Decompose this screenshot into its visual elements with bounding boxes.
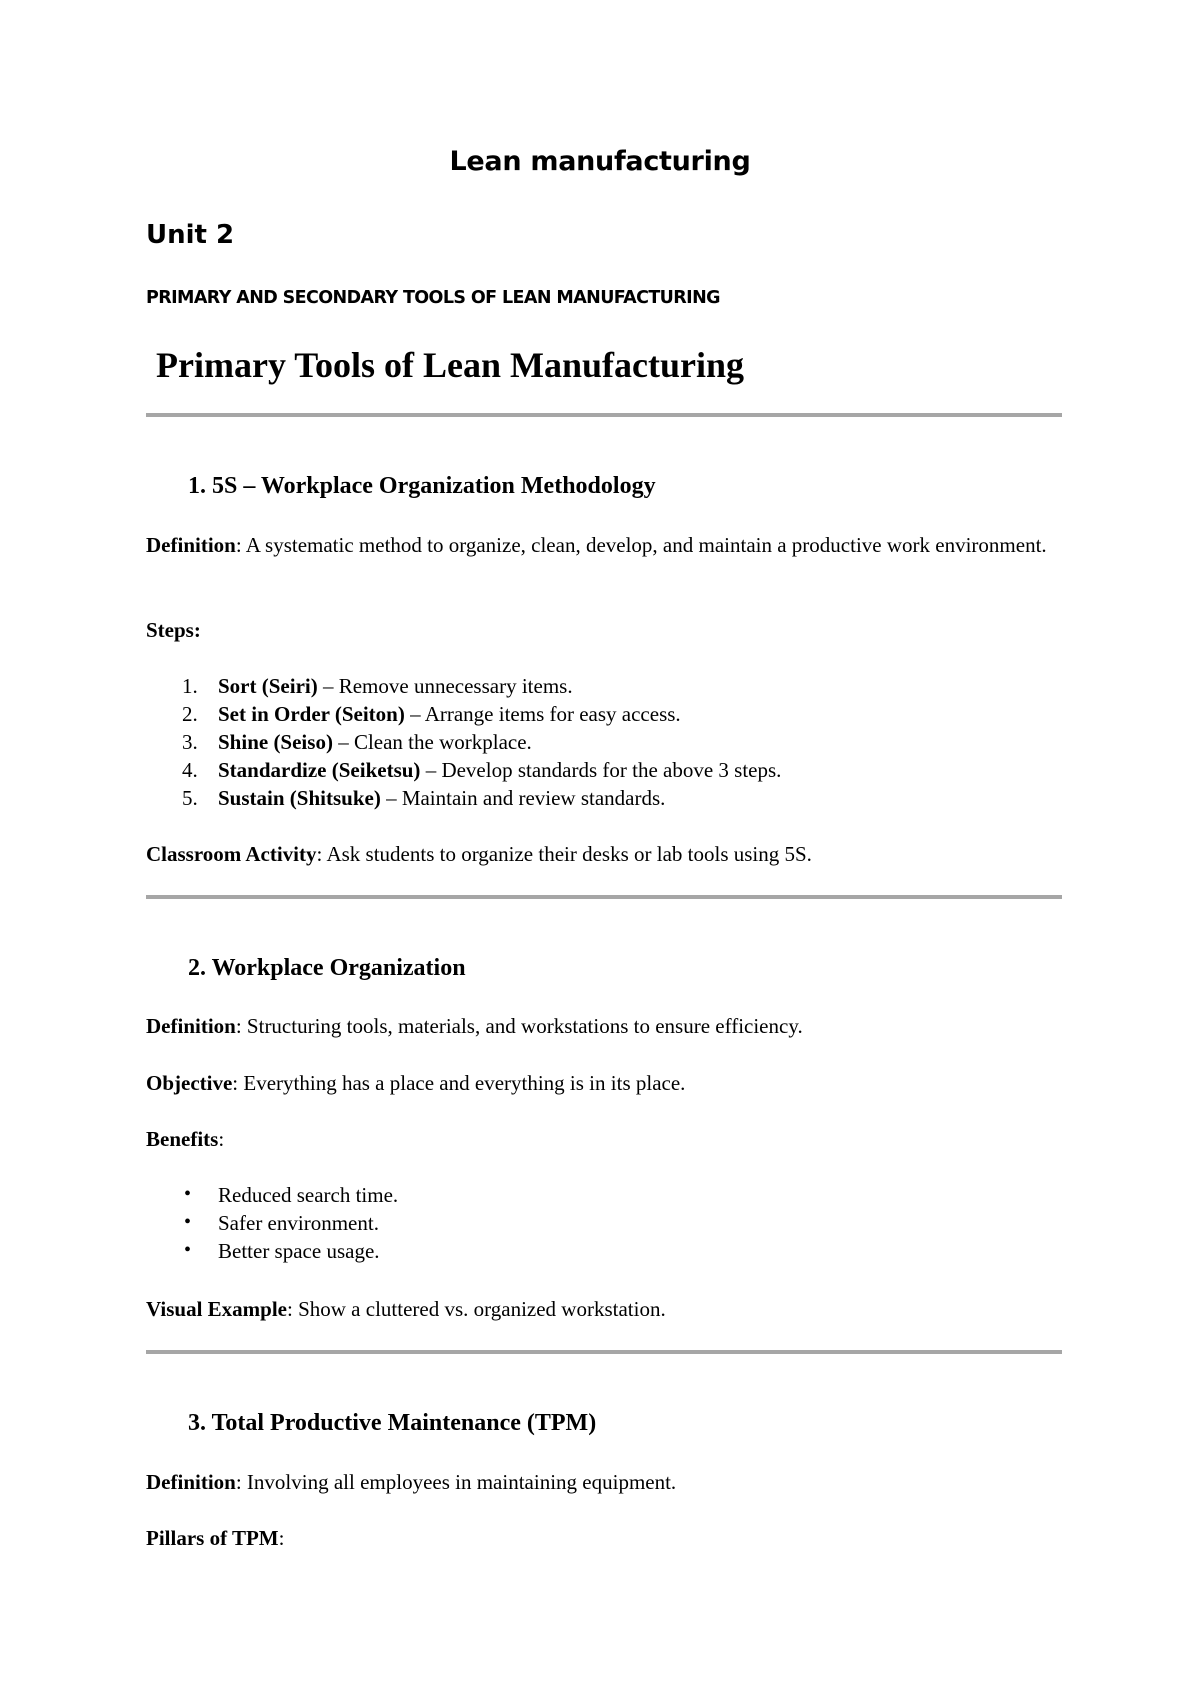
definition-text: : A systematic method to organize, clean, develop, and maintain a productive work environment. [235,533,1047,557]
bullet-icon: • [184,1183,192,1205]
visual-example-label: Visual Example [146,1297,287,1321]
step-text: – Arrange items for easy access. [404,702,681,726]
list-item [218,702,681,727]
list-item [218,758,781,783]
bullet-icon: • [184,1211,192,1233]
step-text: – Remove unnecessary items. [317,674,573,698]
step-term: Standardize (Seiketsu) [218,758,421,782]
step-term: Sort (Seiri) [218,674,318,698]
list-item [218,786,665,811]
main-heading: Primary Tools of Lean Manufacturing [156,345,745,385]
benefits-label: Benefits [146,1127,219,1151]
definition-paragraph [146,532,1062,559]
unit-subtitle: PRIMARY AND SECONDARY TOOLS OF LEAN MANUFACTURING [146,288,720,308]
steps-label [146,617,201,644]
definition-paragraph [146,1469,676,1496]
unit-heading: Unit 2 [146,220,235,250]
list-item-number: 5. [182,786,198,810]
step-term: Shine (Seiso) [218,730,333,754]
horizontal-rule [146,1350,1062,1354]
horizontal-rule [146,413,1062,417]
list-item-number: 1. [182,674,198,698]
list-item-number: 4. [182,758,198,782]
definition-label: Definition [146,533,236,557]
horizontal-rule [146,895,1062,899]
objective-text: : Everything has a place and everything is in its place. [232,1071,686,1095]
definition-paragraph [146,1013,803,1040]
classroom-activity-paragraph [146,841,812,868]
list-item: Safer environment. [218,1211,379,1235]
visual-example-paragraph [146,1296,666,1323]
visual-example-text: : Show a cluttered vs. organized workstation. [287,1297,666,1321]
list-item: Reduced search time. [218,1183,399,1207]
step-text: – Maintain and review standards. [380,786,666,810]
pillars-label: Pillars of TPM [146,1526,279,1550]
pillars-paragraph [146,1525,284,1552]
list-item [218,730,532,755]
classroom-activity-text: : Ask students to organize their desks or lab tools using 5S. [316,842,812,866]
section-heading-5s: 1. 5S – Workplace Organization Methodology [188,473,656,499]
steps-label-text: Steps: [146,618,201,642]
document-title: Lean manufacturing [449,146,751,177]
section-heading-tpm: 3. Total Productive Maintenance (TPM) [188,1410,597,1436]
section-heading-workplace: 2. Workplace Organization [188,955,466,981]
definition-label: Definition [146,1470,236,1494]
step-text: – Clean the workplace. [332,730,532,754]
pillars-colon: : [278,1526,285,1550]
list-item-number: 3. [182,730,198,754]
definition-text: : Structuring tools, materials, and workstations to ensure efficiency. [235,1014,803,1038]
step-term: Sustain (Shitsuke) [218,786,381,810]
bullet-icon: • [184,1239,192,1261]
benefits-colon: : [218,1127,225,1151]
definition-label: Definition [146,1014,236,1038]
list-item: Better space usage. [218,1239,380,1263]
objective-label: Objective [146,1071,233,1095]
objective-paragraph [146,1070,685,1097]
step-text: – Develop standards for the above 3 steps. [420,758,782,782]
definition-text: : Involving all employees in maintaining equipment. [235,1470,677,1494]
step-term: Set in Order (Seiton) [218,702,405,726]
benefits-paragraph [146,1126,224,1153]
classroom-activity-label: Classroom Activity [146,842,317,866]
list-item-number: 2. [182,702,198,726]
list-item [218,674,573,699]
